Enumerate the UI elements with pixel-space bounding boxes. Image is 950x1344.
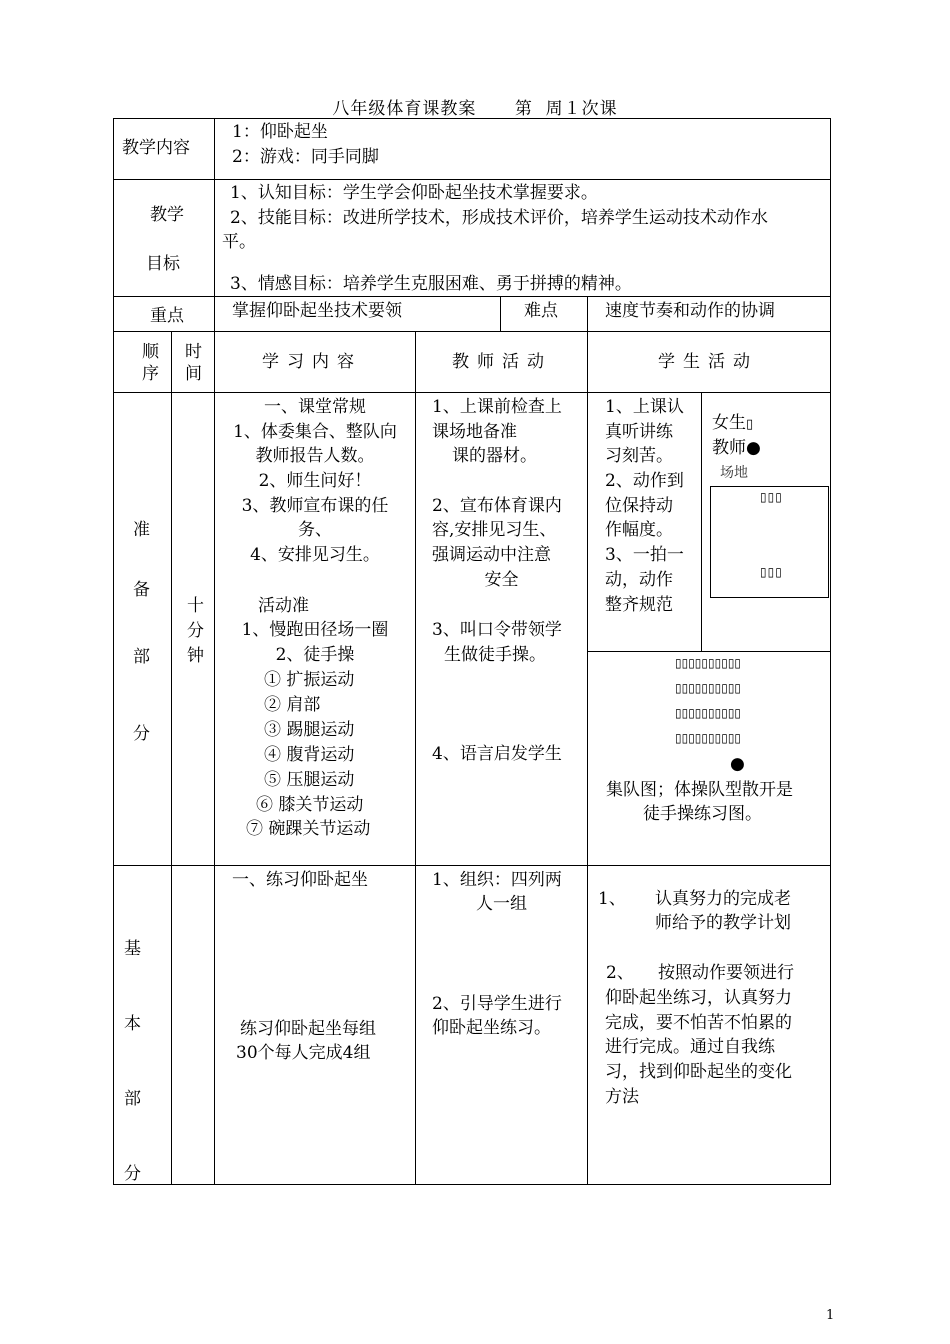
formation-caption-2: 徒手操练习图。 (643, 804, 762, 824)
prep-teacher-line: 课场地备准 (432, 422, 517, 442)
prep-section-3: 部 (133, 647, 150, 667)
field-row-1: ▯▯▯ (760, 490, 783, 504)
prep-content-line: ⑦ 碗踝关节运动 (246, 819, 371, 839)
prep-teacher-line: 4、语言启发学生 (432, 744, 562, 764)
prep-content-line: 2、徒手操 (275, 645, 355, 665)
diff-text: 速度节奏和动作的协调 (605, 301, 775, 321)
diff-label: 难点 (524, 301, 558, 321)
hdr-order-2: 序 (142, 364, 159, 384)
basic-section-3: 部 (124, 1089, 141, 1109)
prep-content-line: ② 肩部 (264, 695, 321, 715)
prep-content-line: ⑤ 压腿运动 (264, 770, 355, 790)
basic-student-1-num: 1、 (598, 889, 626, 909)
prep-student-line: 整齐规范 (605, 595, 673, 615)
prep-content-line: ④ 腹背运动 (264, 745, 355, 765)
formation-teacher-icon: ● (730, 754, 745, 774)
hdr-teacher: 教师活动 (452, 352, 552, 372)
prep-content-line: ⑥ 膝关节运动 (256, 795, 364, 815)
basic-student-1a: 认真努力的完成老 (655, 889, 791, 909)
prep-section-cell (113, 392, 172, 866)
prep-student-line: 习刻苦。 (605, 446, 673, 466)
prep-teacher-line: 课的器材。 (452, 446, 537, 466)
prep-time-3: 钟 (187, 646, 204, 666)
page-number: 1 (826, 1308, 835, 1323)
prep-teacher-line: 强调运动中注意 (432, 545, 551, 565)
content-item-1: 1：仰卧起坐 (232, 122, 328, 142)
prep-content-line: ③ 踢腿运动 (264, 720, 355, 740)
goals-label-1: 教学 (150, 205, 184, 225)
basic-teacher-1a: 1、组织：四列两 (432, 870, 562, 890)
title-part-a: 八年级体育课教案 (332, 99, 477, 119)
prep-student-line: 2、动作到 (605, 471, 684, 491)
prep-student-line: 动，动作 (605, 570, 673, 590)
hdr-student: 学生活动 (658, 352, 758, 372)
prep-content-line: 4、安排见习生。 (250, 545, 380, 565)
prep-student-line: 作幅度。 (605, 520, 673, 540)
basic-student-2e: 习，找到仰卧起坐的变化 (605, 1062, 792, 1082)
field-row-2: ▯▯▯ (760, 565, 783, 579)
prep-teacher-line: 3、叫口令带领学 (432, 620, 562, 640)
prep-content-line: 活动准 (258, 596, 309, 616)
prep-section-1: 准 (133, 520, 150, 540)
prep-content-line: 一、课堂常规 (264, 397, 366, 417)
goal-1: 1、认知目标：学生学会仰卧起坐技术掌握要求。 (230, 183, 598, 203)
girl-marker-icon: ▯ (746, 417, 754, 432)
basic-content-detail-1: 练习仰卧起坐每组 (240, 1019, 376, 1039)
goal-2a: 2、技能目标：改进所学技术，形成技术评价，培养学生运动技术动作水 (230, 208, 768, 228)
basic-content-detail-2: 30个每人完成4组 (236, 1043, 371, 1063)
legend-girls (712, 411, 753, 437)
prep-student-divider (701, 392, 702, 652)
prep-content-line: 3、教师宣布课的任 (241, 496, 389, 516)
legend-teacher-label: 教师 (712, 438, 746, 458)
prep-content-line: ① 扩振运动 (264, 670, 355, 690)
hdr-content: 学习内容 (262, 352, 362, 372)
prep-student-line: 3、一拍一 (605, 545, 684, 565)
goal-3: 3、情感目标：培养学生克服困难、勇于拼搏的精神。 (230, 274, 632, 294)
prep-content-line: 2、师生问好！ (258, 471, 372, 491)
prep-time-2: 分 (187, 621, 204, 641)
title-part-c: 周１次课 (545, 99, 618, 119)
key-text: 掌握仰卧起坐技术要领 (232, 301, 402, 321)
basic-student-2b: 仰卧起坐练习，认真努力 (605, 988, 792, 1008)
page-title (0, 94, 950, 119)
basic-student-2f: 方法 (605, 1087, 639, 1107)
prep-content-line: 1、慢跑田径场一圈 (241, 620, 389, 640)
prep-content-line: 务、 (298, 520, 332, 540)
basic-content-title: 一、练习仰卧起坐 (232, 870, 368, 890)
prep-student-line: 位保持动 (605, 496, 673, 516)
formation-caption-1: 集队图；体操队型散开是 (606, 780, 793, 800)
basic-student-2d: 进行完成。通过自我练 (605, 1037, 775, 1057)
prep-content-line: 1、体委集合、整队向 (233, 422, 397, 442)
prep-teacher-line: 1、上课前检查上 (432, 397, 562, 417)
prep-content-line: 教师报告人数。 (255, 446, 375, 466)
content-item-2: 2：游戏：同手同脚 (232, 147, 379, 167)
basic-teacher-2b: 仰卧起坐练习。 (432, 1018, 551, 1038)
key-label: 重点 (150, 306, 184, 326)
basic-section-2: 本 (124, 1014, 141, 1034)
basic-teacher-2a: 2、引导学生进行 (432, 994, 562, 1014)
basic-section-4: 分 (124, 1164, 141, 1184)
basic-student-2c: 完成，要不怕苦不怕累的 (605, 1013, 792, 1033)
title-part-b: 第 (514, 99, 533, 119)
goals-label-cell (113, 179, 215, 297)
prep-student-line: 真听讲练 (605, 422, 673, 442)
prep-student-line: 1、上课认 (605, 397, 684, 417)
goal-2b: 平。 (222, 232, 256, 252)
basic-student-1b: 师给予的教学计划 (655, 913, 791, 933)
prep-section-2: 备 (133, 580, 150, 600)
formation-row: ▯▯▯▯▯▯▯▯▯▯ (675, 706, 742, 720)
goals-label-2: 目标 (146, 254, 180, 274)
hdr-time-2: 间 (185, 364, 202, 384)
teacher-dot-icon: ● (746, 438, 761, 458)
prep-teacher-line: 容,安排见习生、 (432, 520, 557, 540)
prep-teacher-line: 2、宣布体育课内 (432, 496, 562, 516)
basic-teacher-1b: 人一组 (476, 894, 527, 914)
basic-student-2a: 按照动作要领进行 (658, 963, 794, 983)
basic-section-cell (113, 865, 172, 1185)
prep-section-4: 分 (133, 724, 150, 744)
basic-section-1: 基 (124, 939, 141, 959)
basic-time-cell (171, 865, 215, 1185)
hdr-order-1: 顺 (142, 342, 159, 362)
formation-row: ▯▯▯▯▯▯▯▯▯▯ (675, 731, 742, 745)
hdr-time-1: 时 (185, 342, 202, 362)
prep-teacher-line: 生做徒手操。 (444, 645, 546, 665)
legend-girls-label: 女生 (712, 413, 746, 433)
prep-time-1: 十 (187, 596, 204, 616)
legend-teacher (712, 436, 761, 461)
basic-student-2-num: 2、 (606, 963, 634, 983)
content-label: 教学内容 (122, 138, 190, 158)
formation-row: ▯▯▯▯▯▯▯▯▯▯ (675, 656, 742, 670)
field-label: 场地 (720, 465, 748, 481)
formation-row: ▯▯▯▯▯▯▯▯▯▯ (675, 681, 742, 695)
prep-teacher-line: 安全 (484, 570, 519, 590)
